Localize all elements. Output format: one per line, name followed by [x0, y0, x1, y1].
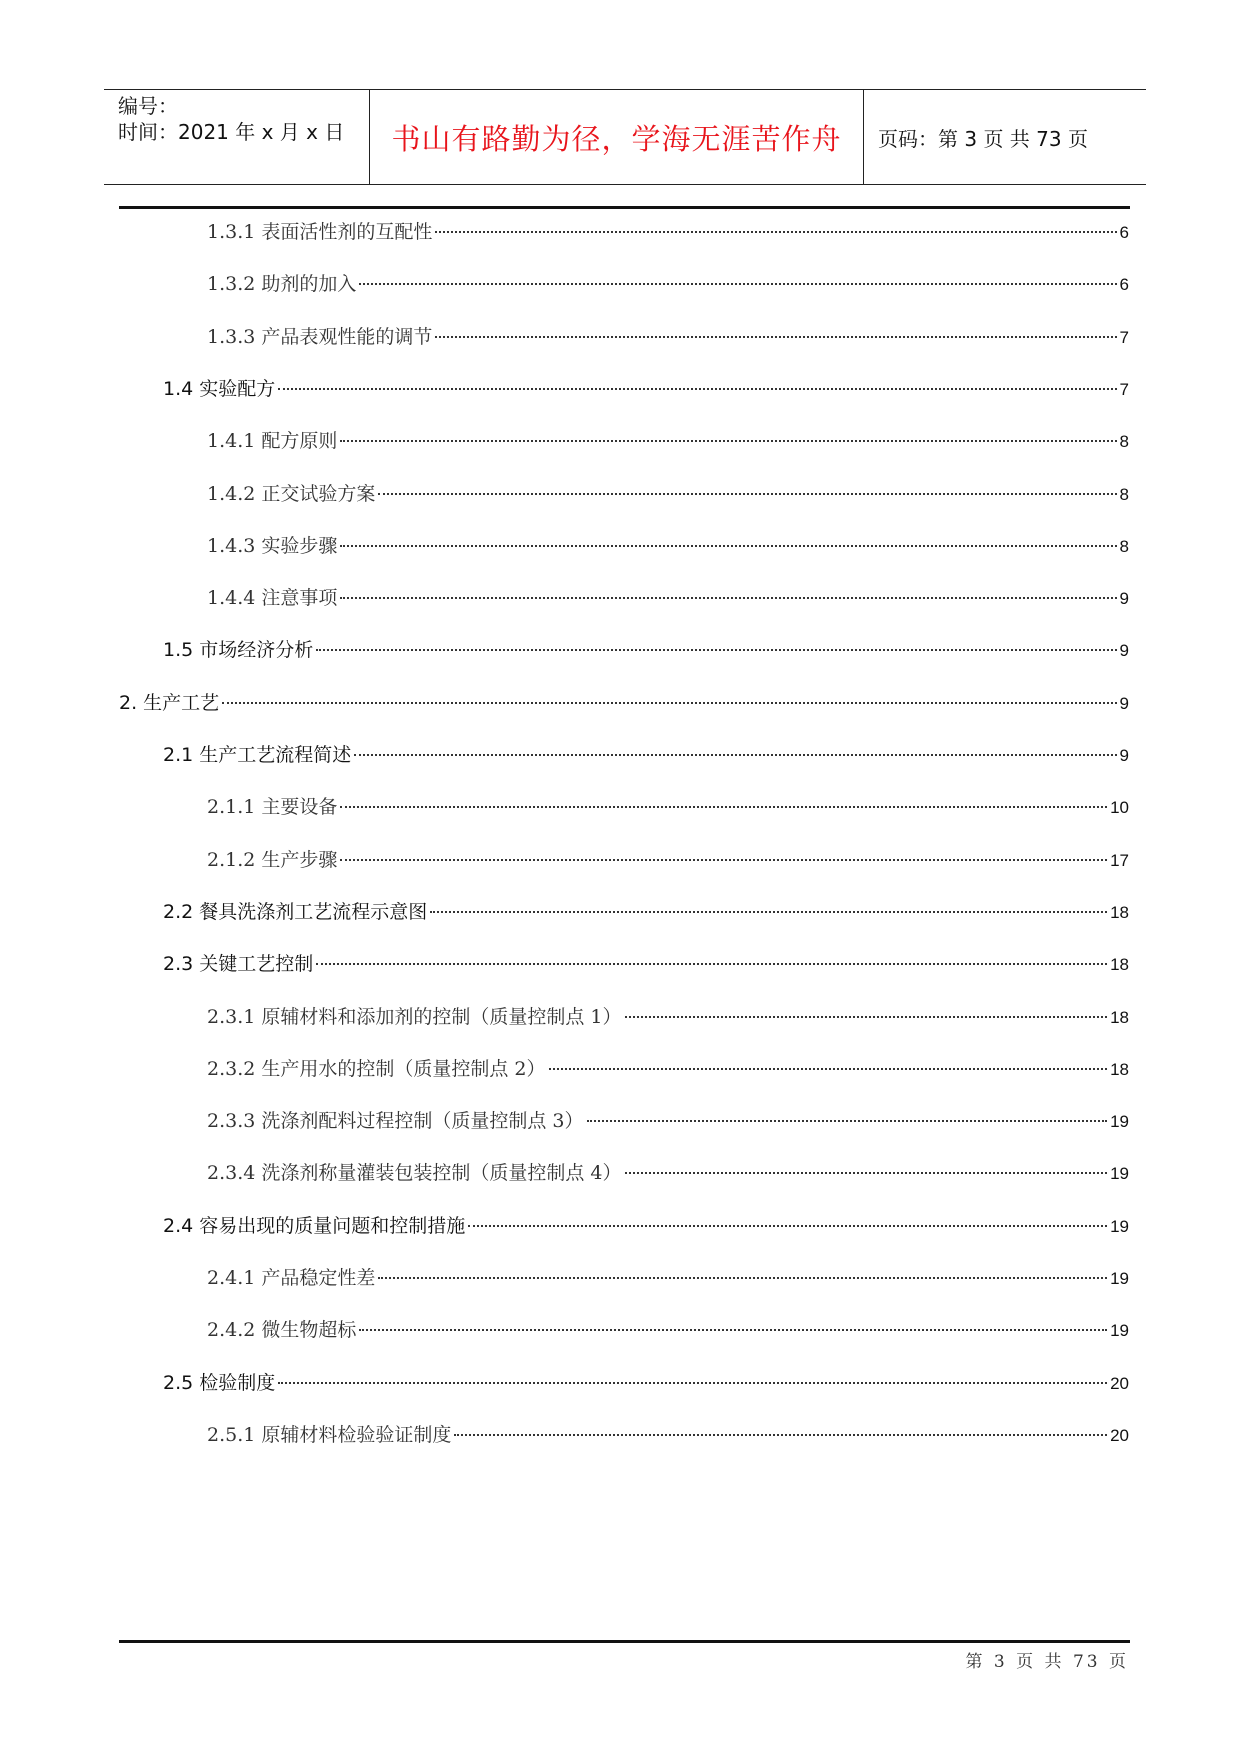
toc-entry-title: 1.4.2 正交试验方案	[207, 483, 376, 505]
toc-dot-leader	[378, 493, 1116, 495]
toc-dot-leader	[316, 649, 1116, 651]
toc-entry[interactable]	[207, 792, 1129, 822]
toc-entry[interactable]	[207, 1315, 1129, 1345]
toc-entry[interactable]	[207, 1158, 1129, 1188]
toc-entry-title: 1.4.3 实验步骤	[207, 535, 338, 557]
toc-dot-leader	[549, 1068, 1108, 1070]
toc-entry-page: 9	[1119, 746, 1129, 765]
header-page-cell	[864, 90, 1146, 184]
toc-dot-leader	[278, 388, 1116, 390]
toc-entry-title: 1.5 市场经济分析	[163, 639, 314, 661]
toc-entry[interactable]	[163, 740, 1129, 770]
toc-dot-leader	[354, 754, 1116, 756]
toc-entry-title: 2.3.1 原辅材料和添加剂的控制（质量控制点 1）	[207, 1006, 622, 1028]
toc-entry[interactable]	[207, 531, 1129, 561]
toc-entry-page: 8	[1119, 432, 1129, 451]
page-footer: 第 3 页 共 73 页	[965, 1652, 1129, 1672]
toc-entry-page: 9	[1119, 694, 1129, 713]
toc-dot-leader	[222, 702, 1116, 704]
toc-entry-page: 18	[1110, 903, 1129, 922]
toc-dot-leader	[340, 545, 1116, 547]
toc-entry-title: 1.3.2 助剂的加入	[207, 273, 357, 295]
toc-entry[interactable]	[207, 269, 1129, 299]
toc-entry-page: 19	[1110, 1269, 1129, 1288]
header-meta-cell	[104, 90, 369, 184]
toc-entry-page: 20	[1110, 1426, 1129, 1445]
toc-entry-title: 2.3.2 生产用水的控制（质量控制点 2）	[207, 1058, 546, 1080]
toc-dot-leader	[340, 859, 1107, 861]
toc-dot-leader	[625, 1172, 1108, 1174]
toc-entry-title: 2. 生产工艺	[119, 692, 220, 714]
toc-dot-leader	[378, 1277, 1107, 1279]
toc-entry-page: 19	[1110, 1164, 1129, 1183]
top-divider	[119, 206, 1130, 209]
toc-entry-page: 6	[1119, 275, 1129, 294]
toc-entry-page: 18	[1110, 1060, 1129, 1079]
page-code: 页码：第 3 页 共 73 页	[878, 126, 1088, 151]
toc-entry-title: 2.4 容易出现的质量问题和控制措施	[163, 1215, 466, 1237]
toc-entry-page: 10	[1110, 798, 1129, 817]
toc-dot-leader	[587, 1120, 1108, 1122]
toc-entry[interactable]	[207, 1054, 1129, 1084]
toc-dot-leader	[435, 336, 1116, 338]
header-motto-cell	[369, 90, 864, 184]
toc-dot-leader	[359, 1329, 1107, 1331]
toc-entry-page: 17	[1110, 851, 1129, 870]
toc-dot-leader	[278, 1382, 1107, 1384]
time-label: 时间：2021 年 x 月 x 日	[118, 120, 345, 144]
toc-entry-page: 9	[1119, 589, 1129, 608]
toc-entry-page: 18	[1110, 955, 1129, 974]
toc-entry[interactable]	[119, 688, 1129, 718]
toc-entry-title: 2.5 检验制度	[163, 1372, 276, 1394]
motto: 书山有路勤为径，学海无涯苦作舟	[391, 121, 842, 156]
toc-entry-title: 1.4.1 配方原则	[207, 430, 338, 452]
toc-entry-page: 19	[1110, 1217, 1129, 1236]
toc-entry[interactable]	[163, 635, 1129, 665]
toc-dot-leader	[340, 440, 1116, 442]
toc-entry-page: 9	[1119, 641, 1129, 660]
toc-entry[interactable]	[163, 949, 1129, 979]
toc-entry[interactable]	[163, 1368, 1129, 1398]
toc-entry-page: 19	[1110, 1112, 1129, 1131]
toc-entry-title: 2.3 关键工艺控制	[163, 953, 314, 975]
toc-entry-title: 2.3.3 洗涤剂配料过程控制（质量控制点 3）	[207, 1110, 584, 1132]
document-header	[104, 89, 1146, 185]
toc-entry[interactable]	[163, 1211, 1129, 1241]
toc-entry[interactable]	[163, 374, 1129, 404]
toc-entry-title: 1.3.3 产品表观性能的调节	[207, 326, 433, 348]
toc-entry-title: 2.1.1 主要设备	[207, 796, 338, 818]
toc-entry[interactable]	[207, 1263, 1129, 1293]
toc-entry-page: 7	[1119, 380, 1129, 399]
toc-entry[interactable]	[207, 1420, 1129, 1450]
toc-dot-leader	[435, 231, 1116, 233]
toc-entry[interactable]	[207, 1106, 1129, 1136]
toc-entry-title: 2.4.1 产品稳定性差	[207, 1267, 376, 1289]
toc-entry-page: 7	[1119, 328, 1129, 347]
toc-entry[interactable]	[207, 479, 1129, 509]
toc-dot-leader	[340, 597, 1116, 599]
toc-entry-page: 6	[1119, 223, 1129, 242]
toc-entry[interactable]	[207, 322, 1129, 352]
toc-entry-title: 2.1.2 生产步骤	[207, 849, 338, 871]
toc-dot-leader	[468, 1225, 1107, 1227]
toc-dot-leader	[316, 963, 1107, 965]
toc-entry[interactable]	[207, 583, 1129, 613]
toc-entry-title: 1.4.4 注意事项	[207, 587, 338, 609]
toc-entry[interactable]	[207, 845, 1129, 875]
toc-entry[interactable]	[207, 217, 1129, 247]
toc-entry-title: 2.1 生产工艺流程简述	[163, 744, 352, 766]
toc-entry-page: 8	[1119, 485, 1129, 504]
toc-entry-page: 18	[1110, 1008, 1129, 1027]
toc-dot-leader	[359, 283, 1116, 285]
bottom-divider	[119, 1640, 1130, 1643]
toc-dot-leader	[454, 1434, 1107, 1436]
toc-entry-title: 1.4 实验配方	[163, 378, 276, 400]
serial-label: 编号：	[118, 94, 178, 118]
toc-entry-title: 2.4.2 微生物超标	[207, 1319, 357, 1341]
toc-entry-title: 2.5.1 原辅材料检验验证制度	[207, 1424, 452, 1446]
toc-entry[interactable]	[207, 426, 1129, 456]
toc-dot-leader	[340, 806, 1107, 808]
toc-entry-title: 1.3.1 表面活性剂的互配性	[207, 221, 433, 243]
toc-entry[interactable]	[163, 897, 1129, 927]
toc-entry[interactable]	[207, 1002, 1129, 1032]
toc-entry-page: 19	[1110, 1321, 1129, 1340]
toc-entry-title: 2.2 餐具洗涤剂工艺流程示意图	[163, 901, 428, 923]
toc-entry-page: 20	[1110, 1374, 1129, 1393]
toc-dot-leader	[625, 1016, 1108, 1018]
toc-entry-page: 8	[1119, 537, 1129, 556]
toc-dot-leader	[430, 911, 1107, 913]
toc-entry-title: 2.3.4 洗涤剂称量灌装包装控制（质量控制点 4）	[207, 1162, 622, 1184]
